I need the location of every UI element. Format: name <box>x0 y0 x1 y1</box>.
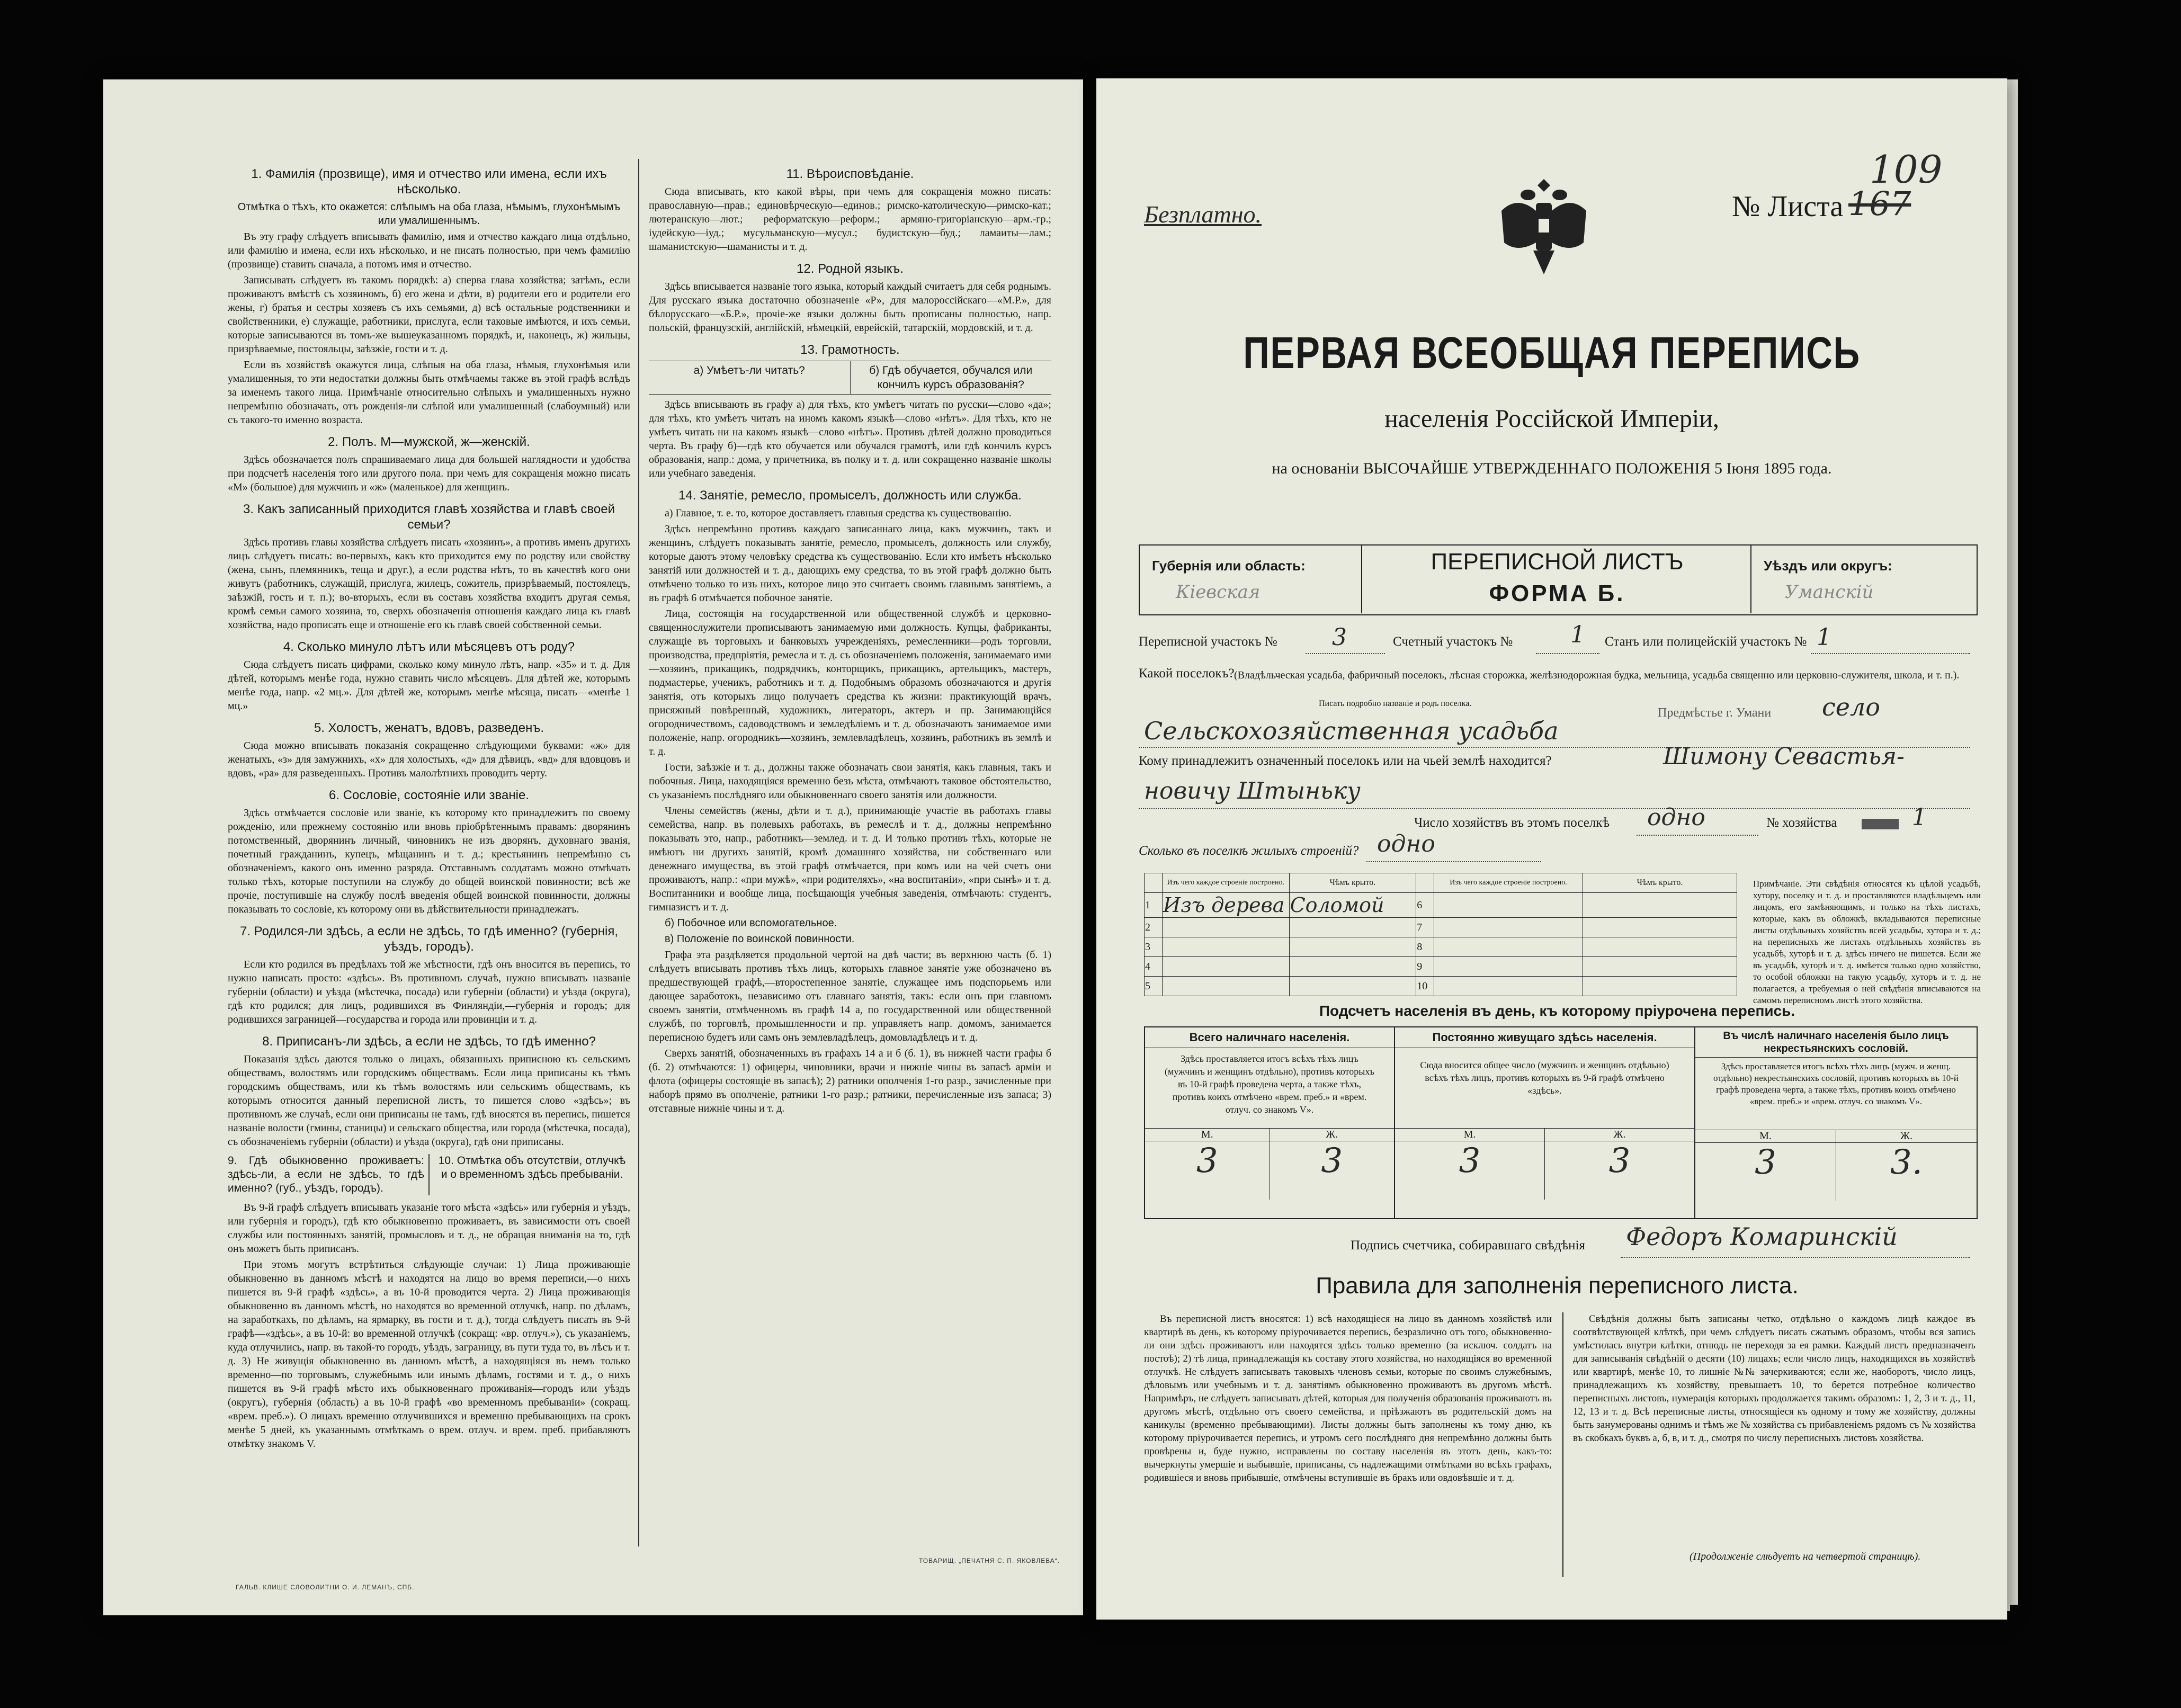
item-14-text-2: Лица, состоящія на государственной или общественной службѣ и церковно-священнослужители прописываютъ занимаемую ими должность. Купцы, фабриканты, служащіе въ торговыхъ и банковыхъ учрежденіяхъ, ремесленники—родъ торговли, производства, предпріятія, ремесла и т. д. съ обозначеніемъ положенія, занимаемаго ими—хозяинъ, прикащикъ, подрядчикъ, конторщикъ, прикащикъ, артельщикъ, мастеръ, подмастерье, ученикъ, работникъ и т. д. Подобнымъ образомъ обозначаются и другія занятія, отъ которыхъ лицо получаетъ средства къ жизни: практикующій врачъ, присяжный повѣренный, художникъ, литераторъ, актеръ и пр. Занимающійся огородничествомъ, садоводствомъ и земледѣліемъ и т. д. обозначаютъ занимаемое ими положеніе, напр. огородникъ—хозяинъ, землевладѣлецъ, хозяинъ, работникъ въ землѣ и т. д. <box>649 608 1051 757</box>
district-value: 3 <box>1332 624 1347 651</box>
settlement-printed: Предмѣстье г. Умани <box>1658 706 1772 720</box>
buildings-head-roof-1: Чѣмъ крыто. <box>1289 873 1416 893</box>
building-1-material: Изъ дерева <box>1162 893 1289 918</box>
item-14-heading: 14. Занятіе, ремесло, промыселъ, должность или служба. <box>678 488 1022 503</box>
count-col-present-head: Всего наличнаго населенія. <box>1145 1027 1394 1048</box>
households-underline <box>1637 835 1758 836</box>
district-underline <box>1306 653 1385 654</box>
item-13-question-b: б) Гдѣ обучается, обучался или кончилъ курсъ образованія? <box>869 364 1033 391</box>
column-divider <box>638 159 639 1546</box>
building-row-number: 9 <box>1416 957 1434 977</box>
building-row-number: 1 <box>1145 893 1163 918</box>
count-col-permanent-desc: Сюда вносится общее число (мужчинъ и женщинъ отдѣльно) всѣхъ тѣхъ лицъ, противъ которыхъ въ 9-й графѣ отмѣчено «здѣсь». <box>1420 1060 1669 1096</box>
item-6-heading: 6. Сословіе, состояніе или званіе. <box>329 788 529 802</box>
sheet-title: ПЕРЕПИСНОЙ ЛИСТЪ <box>1431 549 1684 575</box>
present-female-value: 3 <box>1321 1141 1343 1181</box>
count-col-present <box>1145 1027 1395 1218</box>
female-label: Ж. <box>1900 1130 1912 1142</box>
count-title: Подсчетъ населенія въ день, къ которому пріурочена перепись. <box>1319 1003 1795 1019</box>
count-col-nonpeasant-values <box>1695 1143 1977 1201</box>
settlement-value-1: село <box>1822 693 1880 721</box>
item-9-heading: 9. Гдѣ обыкновенно проживаетъ: здѣсь-ли, а если не здѣсь, то гдѣ именно? (губ., уѣздъ, городъ). <box>228 1154 430 1195</box>
item-14-text-1: Здѣсь непремѣнно противъ каждаго записаннаго лица, какъ мужчинъ, такъ и женщинъ, слѣдуетъ показывать занятіе, ремесло, промыселъ, должность или службу, которые даютъ этому человѣку средства къ существованію. Если кто имѣетъ нѣсколько занятій или должностей и т. д., дающихъ ему средства, то въ этой графѣ должно быть отмѣчено только то изъ нихъ, которое лицо это считаетъ своимъ главнымъ занятіемъ, а въ графѣ 6 отмѣчается побочное занятіе. <box>649 523 1051 604</box>
count-col-present-mf <box>1145 1128 1394 1141</box>
rules-left-column: Въ переписной листъ вносятся: 1) всѣ находящіеся на лицо въ данномъ хозяйствѣ или квартирѣ въ день, къ которому пріурочивается перепись, безразлично отъ того, обыкновенно-ли они здѣсь проживаютъ или находятся здѣсь только временно (за исключ. солдатъ на постоѣ); 2) тѣ лица, принадлежащія къ составу этого хозяйства, но находящіяся во временной отлучкѣ. Не слѣдуетъ записывать таковыхъ членовъ семьи, которые по своимъ служебнымъ, дѣловымъ или учебнымъ и т. д. занятіямъ обыкновенно проживаютъ въ другомъ мѣстѣ. Напримѣръ, не слѣдуетъ записывать дѣтей, которыя для полученія образованія проживаютъ въ другомъ мѣстѣ, отдѣльно отъ своего семейства, и пріѣзжаютъ въ родительскій домъ на каникулы (временно пребывающими). Листы должны быть заполнены къ тому дню, къ которому пріурочивается перепись, и утромъ сего послѣдняго дня непремѣнно должны быть провѣрены и, буде нужно, исправлены по составу населенія въ этотъ день, какъ-то: вычеркнуты умершіе и выбывшіе, приписаны, съ надлежащими отмѣтками во всѣхъ графахъ, родившіеся и вновь прибывшіе, отмѣчены вступившіе въ бракъ или овдовѣвшіе и т. д. <box>1144 1313 1552 1483</box>
count-table <box>1144 1026 1978 1219</box>
rules-divider <box>1562 1312 1563 1577</box>
building-row-number: 4 <box>1145 957 1163 977</box>
count-col-nonpeasant-mf <box>1695 1130 1977 1143</box>
item-12-text: Здѣсь вписывается названіе того языка, который каждый считаетъ для себя роднымъ. Для русскаго языка достаточно обозначеніе «Р», для малороссійскаго—«М.Р.», для бѣлорусскаго—«Б.Р.», прочіе-же языки должны быть прописаны полностью, напр. польскій, французскій, англійскій, нѣмецкій, еврейскій, татарскій, мордовскій, и т. д. <box>649 281 1051 334</box>
settlement-value-2: Сельскохозяйственная усадьба <box>1144 717 1559 745</box>
building-row-number: 2 <box>1145 918 1163 937</box>
buildings-value: одно <box>1377 830 1435 857</box>
signature-value: Федоръ Комаринскій <box>1626 1222 1898 1251</box>
nonpeasant-female-value: 3. <box>1890 1143 1923 1182</box>
female-label: Ж. <box>1326 1129 1338 1140</box>
item-3-heading: 3. Какъ записанный приходится главѣ хозяйства и главѣ своей семьи? <box>243 502 615 532</box>
left-column-1 <box>228 159 630 1453</box>
count-col-permanent-mf <box>1395 1128 1694 1141</box>
item-1-text-1: Въ эту графу слѣдуетъ вписывать фамилію, имя и отчество каждаго лица отдѣльно, или фамилію и имена, если ихъ нѣсколько, и не писать полностью, при чемъ фамилію (прозвище) ставить сначала, а потомъ имя и отчество. <box>228 231 630 270</box>
signature-label: Подпись счетчика, собиравшаго свѣдѣнія <box>1351 1238 1585 1253</box>
item-11-text: Сюда вписывать, кто какой вѣры, при чемъ для сокращенія можно писать: православную—прав.; единовѣрческую—единов.; римско-католическую—римско-кат.; лютеранскую—лют.; реформатскую—реформ.; армяно-григоріанскую—арм.-гр.; іудейскую—іуд.; мусульманскую—мусул.; будистскую—буд.; ламаиты—лам.; шаманистскую—шаманисты и т. д. <box>649 186 1051 253</box>
household-number-value: 1 <box>1912 804 1927 831</box>
sheet-number-handwritten: 167 <box>1848 184 1911 223</box>
item-9-text-1: Въ 9-й графѣ слѣдуетъ вписывать указаніе того мѣста «здѣсь» или губернія и уѣздъ, или губернія и городъ), гдѣ кто обыкновенно проживаетъ, въ зависимости отъ своей службы или постоянныхъ занятій, промысловъ и т. д., не обращая вниманія на то, гдѣ онъ можетъ быть приписанъ. <box>228 1202 630 1255</box>
item-5-text: Сюда можно вписывать показанія сокращенно слѣдующими буквами: «ж» для женатыхъ, «з» для замужнихъ, «х» для холостыхъ, «д» для дѣвицъ, «вд» для вдовцовъ и вдовъ, «ра» для разведенныхъ. Противъ малолѣтнихъ проводить черту. <box>228 740 630 779</box>
households-value: одно <box>1647 804 1705 831</box>
building-1-roof: Соломой <box>1289 893 1416 918</box>
stan-underline <box>1811 653 1970 654</box>
item-12-heading: 12. Родной языкъ. <box>797 262 904 276</box>
item-1-text-3: Если въ хозяйствѣ окажутся лица, слѣпыя на оба глаза, нѣмыя, глухонѣмыя или умалишенныя, то эти недостатки должны быть отмѣчаемы также въ этой графѣ вслѣдъ за именемъ такого лица. Примѣчаніе относительно слѣпыхъ и умалишенныхъ нужно непремѣнно обозначать, отъ рожденія-ли слѣпой или умалишенный (слабоумный) или съ такого-то именно возраста. <box>228 359 630 426</box>
owner-underline <box>1139 808 1970 809</box>
census-subtitle: населенія Россійской Имперіи, <box>1384 405 1719 433</box>
sheet-number-label: № Листа <box>1732 190 1844 223</box>
permanent-female-value: 3 <box>1608 1141 1631 1181</box>
item-2-heading: 2. Полъ. М—мужской, ж—женскій. <box>328 435 530 449</box>
buildings-head-material-2: Изъ чего каждое строеніе построено. <box>1434 873 1583 893</box>
stan-label: Станъ или полицейскій участокъ № <box>1605 634 1807 649</box>
permanent-male-value: 3 <box>1395 1141 1545 1200</box>
free-label: Безплатно. <box>1144 201 1262 228</box>
households-label: Число хозяйствъ въ этомъ поселкѣ <box>1414 816 1610 830</box>
count-col-present-desc: Здѣсь проставляется итогъ всѣхъ тѣхъ лицъ (мужчинъ и женщинъ отдѣльно), противъ которыхъ въ 10-й графѣ проведена черта, а также тѣхъ, противъ коихъ отмѣчено «врем. преб.» и «врем. отлуч. со знакомъ V». <box>1165 1053 1374 1115</box>
item-3-text: Здѣсь противъ главы хозяйства слѣдуетъ писать «хозяинъ», а противъ именъ другихъ лицъ слѣдуетъ писать: во-первыхъ, какъ кто приходится ему по родству или свойству (жена, сынъ, племянникъ, теща и друг.), а если родства нѣтъ, то въ качествѣ кого они живутъ (работникъ, служащій, прислуга, жилецъ, сожитель, призрѣваемый, постоялецъ, заѣзжій, гость и т. п.); во-вторыхъ, если въ составъ хозяйства входитъ другая семья, кромѣ семьи самого хозяина, то, сверхъ обозначенія отношенія каждаго лица къ главѣ хозяйства, надо прописать еще и отношеніе его къ главѣ своей собственной семьи. <box>228 536 630 631</box>
item-13-question-a: а) Умѣетъ-ли читать? <box>649 361 851 394</box>
count-district-label: Счетный участокъ № <box>1393 634 1513 649</box>
guberniya-label: Губернія или область: <box>1152 558 1306 574</box>
count-col-nonpeasant <box>1695 1027 1977 1218</box>
item-1-heading: 1. Фамилія (прозвище), имя и отчество или имена, если ихъ нѣсколько. <box>251 167 607 196</box>
left-footer-2: ТОВАРИЩ. „ПЕЧАТНЯ С. П. ЯКОВЛЕВА“. <box>919 1557 1060 1564</box>
buildings-table <box>1144 873 1737 996</box>
item-4-text: Сюда слѣдуетъ писать цифрами, сколько кому минуло лѣтъ, напр. «35» и т. д. Для дѣтей, которымъ менѣе года, нужно ставить число мѣсяцевъ. Для дѣтей же, которымъ менѣе года, напр. «2 мц.». Для дѣтей же, которымъ менѣе мѣсяца, писать—«менѣе 1 мц.» <box>228 659 630 712</box>
rules-title: Правила для заполненія переписного листа. <box>1316 1273 1799 1299</box>
building-row-number: 7 <box>1416 918 1434 937</box>
census-basis: на основаніи ВЫСОЧАЙШЕ УТВЕРЖДЕННАГО ПОЛОЖЕНІЯ 5 Іюня 1895 года. <box>1272 460 1832 477</box>
count-col-present-values <box>1145 1141 1394 1200</box>
building-row-number: 8 <box>1416 937 1434 957</box>
item-11-heading: 11. Вѣроисповѣданіе. <box>786 167 914 181</box>
building-row-number: 5 <box>1145 977 1163 996</box>
buildings-head-material-1: Изъ чего каждое строеніе построено. <box>1162 873 1289 893</box>
census-title: ПЕРВАЯ ВСЕОБЩАЯ ПЕРЕПИСЬ <box>1243 328 1861 378</box>
settlement-hint: Писать подробно названіе и родъ поселка. <box>1319 699 1472 708</box>
buildings-underline <box>1366 861 1541 862</box>
present-male-value: 3 <box>1145 1141 1270 1200</box>
form-title: ФОРМА Б. <box>1489 580 1625 606</box>
count-col-permanent-head: Постоянно живущаго здѣсь населенія. <box>1395 1027 1694 1048</box>
item-14-text-v: в) Положеніе по воинской повинности. <box>665 933 855 945</box>
items-9-10-headings <box>228 1154 630 1195</box>
signature-underline <box>1621 1257 1970 1258</box>
household-number-mark <box>1862 819 1899 829</box>
male-label: М. <box>1695 1130 1836 1142</box>
owner-value-1: Шимону Севастья- <box>1663 743 1905 770</box>
stan-value: 1 <box>1817 624 1831 651</box>
uezd-label: Уѣздъ или округъ: <box>1764 558 1892 574</box>
count-col-permanent-values <box>1395 1141 1694 1200</box>
count-district-value: 1 <box>1570 621 1585 648</box>
item-14-text-6: Сверхъ занятій, обозначенныхъ въ графахъ 14 а и б (б. 1), въ нижней части графы б (б. 2) отмѣчаются: 1) офицеры, чиновники, врачи и нижніе чины въ запасѣ арміи и флота (офицеры состоящіе въ запасѣ); 2) ратники ополченія 1-го разр., зачисленные при наборѣ прямо въ ополченіе, ратники 1-го разр.; ратники, перечисленные изъ запаса; 3) отставные нижніе чины и т. д. <box>649 1048 1051 1114</box>
item-8-text: Показанія здѣсь даются только о лицахъ, обязанныхъ приписною къ сельскимъ обществамъ, волостямъ или городскимъ обществамъ. Если лица приписаны къ тѣмъ городскимъ обществамъ, или къ тѣмъ волостямъ или сельскимъ обществамъ, къ которымъ относится данный переписной листъ, то пишется слово «здѣсь»; въ противномъ же случаѣ, если они приписаны не тамъ, гдѣ вносятся въ перепись, пишется названіе волости (гмины, станицы) и сельскаго общества, или города (мѣстечка, посада), съ обозначеніемъ губерніи (области) и уѣзда (округа), гдѣ они приписаны. <box>228 1053 630 1148</box>
building-row-number: 10 <box>1416 977 1434 996</box>
item-4-heading: 4. Сколько минуло лѣтъ или мѣсяцевъ отъ роду? <box>283 640 575 654</box>
male-label: М. <box>1395 1129 1545 1141</box>
nonpeasant-male-value: 3 <box>1695 1143 1836 1201</box>
item-9-text-2: При этомъ могутъ встрѣтиться слѣдующіе случаи: 1) Лица проживающіе обыкновенно въ данномъ мѣстѣ и находятся на лицо во время переписи,—о нихъ пишется въ 9-й графѣ «здѣсь», а въ 10-й проводится черта. 2) Лица проживающія обыкновенно въ данномъ мѣстѣ, но находятся во временной отлучкѣ, напр. по дѣламъ, на заработкахъ, по дѣламъ, на ярмарку, въ гости и т. д.), тогда слѣдуетъ писать въ 9-й графѣ—«здѣсь», а въ 10-й: во временной отлучкѣ (сокращ: «вр. отлуч.»), съ указаніемъ, куда отлучились, напр. въ такой-то городъ, уѣздъ, заграницу, въ пути туда то, въ лѣсъ и т. д. 3) Не живущія обыкновенно въ данномъ мѣстѣ, а находящіяся въ немъ только временно—по торговымъ, служебнымъ или инымъ дѣламъ, гостями и т. д., о нихъ пишется въ 9-й графѣ мѣсто ихъ обыкновеннаго проживанія—городъ или уѣздъ (округъ), губернія (область) а въ 10-й графѣ «во временномъ пребываніи» (сокращ. «врем. преб.»). О лицахъ временно отлучившихся и временно пребывающихъ на срокъ менѣе 5 дней, къ указаннымъ отмѣткамъ о врем. отлуч. и врем. преб. прибавляютъ отмѣтку знакомъ V. <box>228 1259 630 1450</box>
sheet-number-corrected: 109 <box>1870 147 1943 192</box>
item-13-heading: 13. Грамотность. <box>800 343 900 357</box>
count-col-permanent <box>1395 1027 1695 1218</box>
buildings-label: Сколько въ поселкѣ жилыхъ строеній? <box>1139 844 1359 858</box>
male-label: М. <box>1145 1129 1270 1141</box>
item-14-text-a: а) Главное, т. е. то, которое доставляетъ главныя средства къ существованію. <box>665 507 1012 519</box>
item-14-text-b: б) Побочное или вспомогательное. <box>665 917 837 929</box>
item-7-text: Если кто родился въ предѣлахъ той же мѣстности, гдѣ онъ вносится въ перепись, то нужно написать просто: «здѣсь». Въ противномъ случаѣ, нужно вписывать названіе губерніи (области) и уѣзда (мѣстечка, посада) или губерніи (области) и уѣзда (округа), гдѣ кто родился; для лицъ, родившихся въ Финляндіи,—губернія и городъ; для родившихся заграницей—государства и города или провинціи и т. д. <box>228 959 630 1025</box>
rules-continued: (Продолженіе слѣдуетъ на четвертой страницѣ). <box>1690 1551 1921 1562</box>
building-row-number: 3 <box>1145 937 1163 957</box>
owner-label: Кому принадлежитъ означенный поселокъ или на чьей землѣ находится? <box>1139 754 1552 768</box>
guberniya-value: Кіевская <box>1176 582 1261 603</box>
item-8-heading: 8. Приписанъ-ли здѣсь, а если не здѣсь, то гдѣ именно? <box>262 1034 596 1049</box>
count-col-nonpeasant-head: Въ числѣ наличнаго населенія было лицъ некрестьянскихъ сословій. <box>1695 1027 1977 1058</box>
item-1-note: Отмѣтка о тѣхъ, кто окажется: слѣпымъ на оба глаза, нѣмымъ, глухонѣмымъ или умалишеннымъ. <box>237 201 621 227</box>
female-label: Ж. <box>1613 1129 1626 1140</box>
household-number-label: № хозяйства <box>1766 816 1837 830</box>
item-1-text-2: Записывать слѣдуетъ въ такомъ порядкѣ: а) сперва глава хозяйства; затѣмъ, если проживаютъ вмѣстѣ съ хозяиномъ, б) его жена и дѣти, в) родители его и родители его жены, г) братья и сестры хозяевъ съ ихъ семьями, д) всѣ остальные родственники и свойственники, е) служащіе, работники, прислуга, если таковые имѣются, и ихъ семьи, которые записываются въ томъ-же вышеуказанномъ порядкѣ, и, наконецъ, ж) жильцы, призрѣваемые, постояльцы, заѣзжіе, гости и т. д. <box>228 274 630 355</box>
left-page <box>103 79 1083 1615</box>
left-column-2 <box>649 159 1051 1117</box>
item-13-text: Здѣсь вписывають въ графу а) для тѣхъ, кто умѣетъ читать по русски—слово «да»; для тѣхъ, кто умѣетъ читать на иномъ какомъ языкѣ—слово «нѣтъ». Для тѣхъ, кто не умѣетъ читать ни на какомъ языкѣ—слово «нѣтъ». Противъ дѣтей должно проводиться черта. Въ графу б)—гдѣ кто обучается или обучался грамотѣ, или гдѣ кончилъ курсъ образованія, напр.: дома, у причетника, въ полку и т. д. или сокращенно названіе школы или учебнаго заведенія. <box>649 399 1051 479</box>
item-2-text: Здѣсь обозначается полъ спрашиваемаго лица для большей наглядности и удобства при подсчетѣ населенія того или другого пола. при чемъ для сокращенія можно писать «М» (большое) для мужчинъ и «ж» (маленькое) для женщинъ. <box>228 454 630 493</box>
item-13-questions <box>649 361 1051 395</box>
uezd-value: Уманскій <box>1785 582 1874 603</box>
count-underline <box>1536 653 1599 654</box>
district-label: Переписной участокъ № <box>1139 634 1277 649</box>
right-page <box>1096 78 2007 1620</box>
settlement-label: Какой поселокъ? <box>1139 666 1235 681</box>
item-14-text-5: Графа эта раздѣляется продольной чертой на двѣ части; въ верхнюю часть (б. 1) слѣдуетъ вписывать противъ тѣхъ лицъ, которыхъ главное занятіе уже обозначено въ предшествующей графѣ,—второстепенное занятіе, служащее имъ подспорьемъ или дающее заработокъ, независимо отъ главнаго занятія, такъ: если онъ при главномъ своемъ занятіи, отмѣченномъ въ графѣ 14 а, по государственной или общественной службѣ, по торговлѣ, промышленности и пр. управляетъ напр. домомъ, занимается переписною будетъ или самъ онъ землевладѣлецъ, домовладѣлецъ и т. д. <box>649 949 1051 1043</box>
item-10-heading: 10. Отмѣтка объ отсутствіи, отлучкѣ и о временномъ здѣсь пребываніи. <box>438 1155 626 1181</box>
count-col-nonpeasant-desc: Здѣсь проставляется итогъ всѣхъ тѣхъ лицъ (мужч. и женщ. отдѣльно) некрестьянскихъ сословій, противъ которыхъ въ 10-й графѣ проведена черта, а также тѣхъ, противъ коихъ отмѣчено «врем. преб.» и «врем. отлуч. со знакомъ V». <box>1713 1061 1959 1106</box>
rules-right-column: Свѣдѣнія должны быть записаны четко, отдѣльно о каждомъ лицѣ каждое въ соотвѣтствующей клѣткѣ, при чемъ слѣдуетъ писать сжатымъ образомъ, чтобы вся запись умѣстилась внутри клѣтки, отнюдь не переходя за ея рамки. Каждый листъ предназначенъ для записыванія свѣдѣній о десяти (10) лицахъ; если число лицъ, находящихся въ хозяйствѣ или квартирѣ, менѣе 10, то лишніе №№ зачеркиваются; если же, наоборотъ, число лицъ, принадлежащихъ къ хозяйству, превышаетъ 10, то берется потребное количество переписныхъ листовъ, нумерація которыхъ продолжается такимъ образомъ: 1, 2, 3 и т. д., 11, 12, 13 и т. д. Всѣ переписные листы, относящіеся къ одному и тому же хозяйству, должны быть занумерованы однимъ и тѣмъ же № хозяйства съ прибавленіемъ рядомъ съ № хозяйства въ скобкахъ буквъ а, б, в, и т. д., смотря по числу переписныхъ листовъ хозяйства. <box>1573 1313 1976 1444</box>
settlement-description: (Владѣльческая усадьба, фабричный поселокъ, лѣсная сторожка, желѣзнодорожная будка, мельница, усадьба священно или церковно-служителя, школа, и т. п.). <box>1234 669 1960 681</box>
header-divider-2 <box>1750 544 1751 613</box>
buildings-head-roof-2: Чѣмъ крыто. <box>1583 873 1737 893</box>
building-row-number: 6 <box>1416 893 1434 918</box>
item-7-heading: 7. Родился-ли здѣсь, а если не здѣсь, то гдѣ именно? (губернія, уѣздъ, городъ). <box>239 924 619 954</box>
item-14-text-4: Члены семействъ (жены, дѣти и т. д.), принимающіе участіе въ работахъ главы семейства, напр. въ полевыхъ работахъ, въ ремеслѣ и т. д., должны непремѣнно показывать это, напр., работникъ—землед. и т. д. И только противъ тѣхъ, которые не имѣютъ ни другихъ занятій, кромѣ домашняго хозяйства, ни собственнаго или денежнаго имущества, въ этой графѣ отмѣчается, при комъ или на чей счетъ они проживаютъ, напр.: «при мужѣ», «при родителяхъ», «на воспитаніи», «при сынѣ» и т. д. Воспитанники и вообще лица, посѣщающія учебныя заведенія, отмѣчають: студентъ, гимназистъ и т. д. <box>649 805 1051 913</box>
double-headed-eagle-icon <box>1491 174 1597 280</box>
item-6-text: Здѣсь отмѣчается сословіе или званіе, къ которому кто принадлежитъ по своему рожденію, или прежнему состоянію или вновь пріобрѣтеннымъ правамъ: дворянинъ потомственный, дворянинъ личный, чиновникъ не изъ дворянъ, духовнаго званія, почетный гражданинъ, купецъ, мѣщанинъ и т. д.; крестьянинъ непремѣнно съ обозначеніемъ, какого онъ именно разряда. Отставнымъ солдатамъ можно отмѣчать только тѣхъ, которые поступили на службу до общей воинской повинности; всѣ же прочіе, поступившіе на службу послѣ введенія общей воинской повинности, должны показывать то сословіе, къ которому они въ дѣйствительности принадлежатъ. <box>228 807 630 915</box>
item-14-text-3: Гости, заѣзжіе и т. д., должны также обозначать свои занятія, какъ главныя, такъ и побочныя. Лица, находящіяся временно безъ мѣста, отмѣчаютъ таковое обстоятельство, съ указаніемъ послѣдняго или обыкновеннаго своего занятія или должности. <box>649 762 1051 801</box>
item-5-heading: 5. Холостъ, женатъ, вдовъ, разведенъ. <box>314 721 544 735</box>
owner-value-2: новичу Штыньку <box>1144 777 1361 804</box>
buildings-note: Примѣчаніе. Эти свѣдѣнія относятся къ цѣлой усадьбѣ, хутору, поселку и т. д. и проставляются владѣльцемъ или лицомъ, его замѣняющимъ, и только на тѣхъ листахъ, которые, какъ въ обложкѣ, вкладываются переписные листы отдѣльныхъ хозяйствъ всей усадьбы, хутора и т. д.; на переписныхъ же листахъ отдѣльныхъ хозяйствъ въ усадьбѣ, хуторѣ и т. д. здѣсь ничего не пишется. Если же въ усадьбѣ, хуторѣ и т. д. имѣется только одно хозяйство, то особой обложки на такую усадьбу, хуторъ и т. д. не полагается, а требуемыя о ней свѣдѣнія вписываются на самомъ переписномъ листѣ этого хозяйства. <box>1753 879 1981 1005</box>
left-footer-1: ГАЛЬВ. КЛИШЕ СЛОВОЛИТНИ О. И. ЛЕМАНЪ, СПБ. <box>236 1584 415 1591</box>
